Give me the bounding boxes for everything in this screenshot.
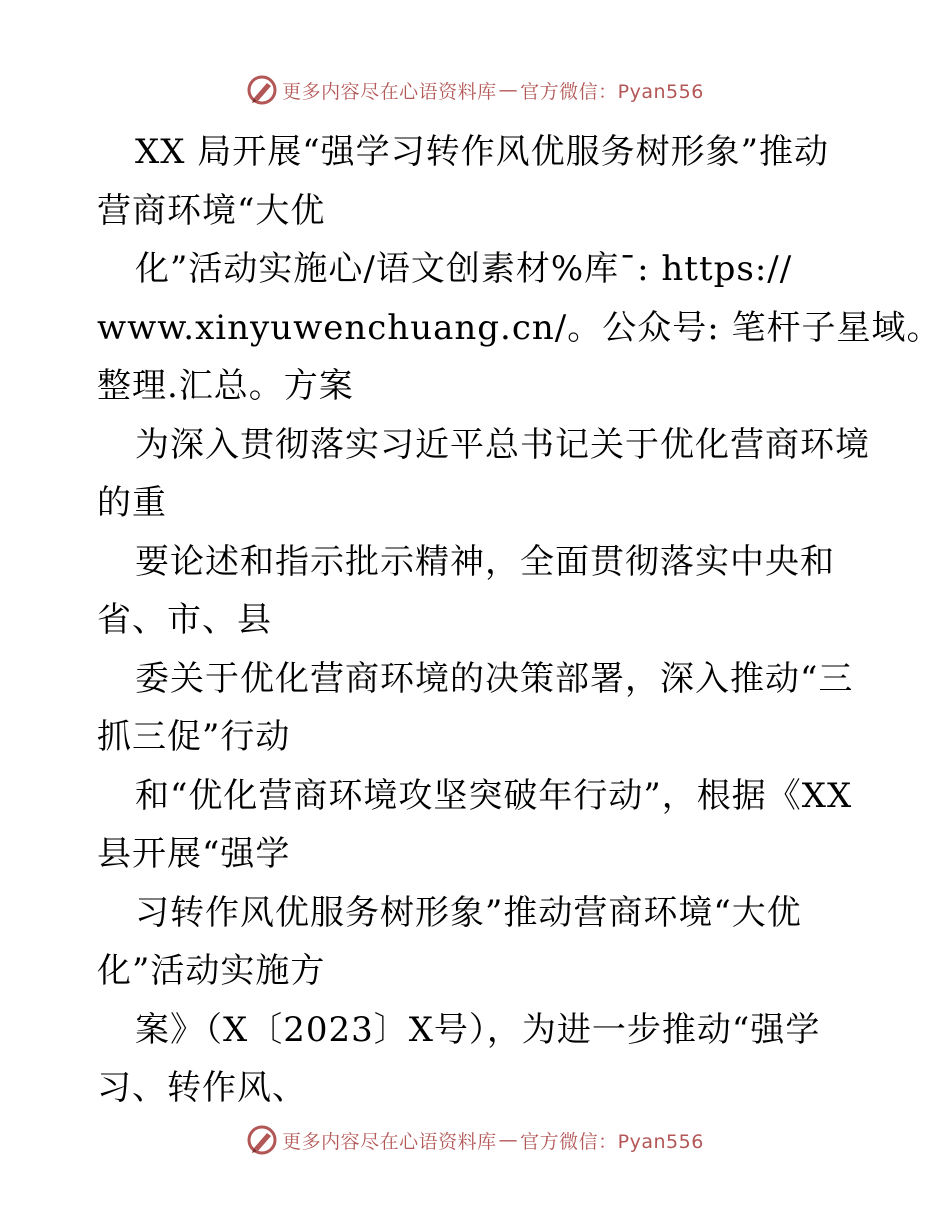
pen-logo-icon (246, 1124, 278, 1156)
body-line-6: 为深入贯彻落实习近平总书记关于优化营商环境 (135, 424, 870, 465)
body-line-5: 整理.汇总。方案 (97, 366, 354, 406)
watermark-wechat-text: 官方微信：Pyan556 (520, 80, 704, 103)
body-line-8: 要论述和指示批示精神，全面贯彻落实中央和 (135, 541, 835, 582)
document-body (97, 123, 942, 1118)
body-line-2: 营商环境“大优 (97, 190, 326, 231)
body-line-13: 县开展“强学 (97, 834, 291, 874)
watermark-wechat-text: 官方微信：Pyan556 (520, 1130, 704, 1153)
body-line-14: 习转作风优服务树形象”推动营商环境“大优 (135, 892, 802, 933)
header-watermark (0, 72, 950, 108)
body-line-12: 和“优化营商环境攻坚突破年行动”，根据《XX (135, 775, 853, 816)
body-line-1: XX 局开展“强学习转作风优服务树形象”推动 (135, 132, 829, 172)
body-line-7: 的重 (97, 483, 167, 523)
watermark-site-text: 更多内容尽在心语资料库 (282, 1130, 497, 1153)
watermark-separator: — (498, 79, 519, 101)
body-line-17: 习、转作风、 (97, 1068, 307, 1108)
body-line-16: 案》（X〔2023〕X号），为进一步推动“强学 (135, 1009, 821, 1050)
watermark-separator: — (498, 1129, 519, 1151)
pen-logo-icon (246, 74, 278, 106)
watermark-site-text: 更多内容尽在心语资料库 (282, 80, 497, 103)
body-line-10: 委关于优化营商环境的决策部署，深入推动“三 (135, 658, 854, 699)
body-line-4: www.xinyuwenchuang.cn/。公众号: 笔杆子星域。 (97, 307, 942, 348)
body-line-9: 省、市、县 (97, 600, 272, 640)
body-line-15: 化”活动实施方 (97, 951, 326, 991)
body-line-11: 抓三促”行动 (97, 717, 291, 757)
body-line-3: 化”活动实施心/语文创素材%库¯: https:// (135, 249, 793, 289)
footer-watermark (0, 1122, 950, 1158)
